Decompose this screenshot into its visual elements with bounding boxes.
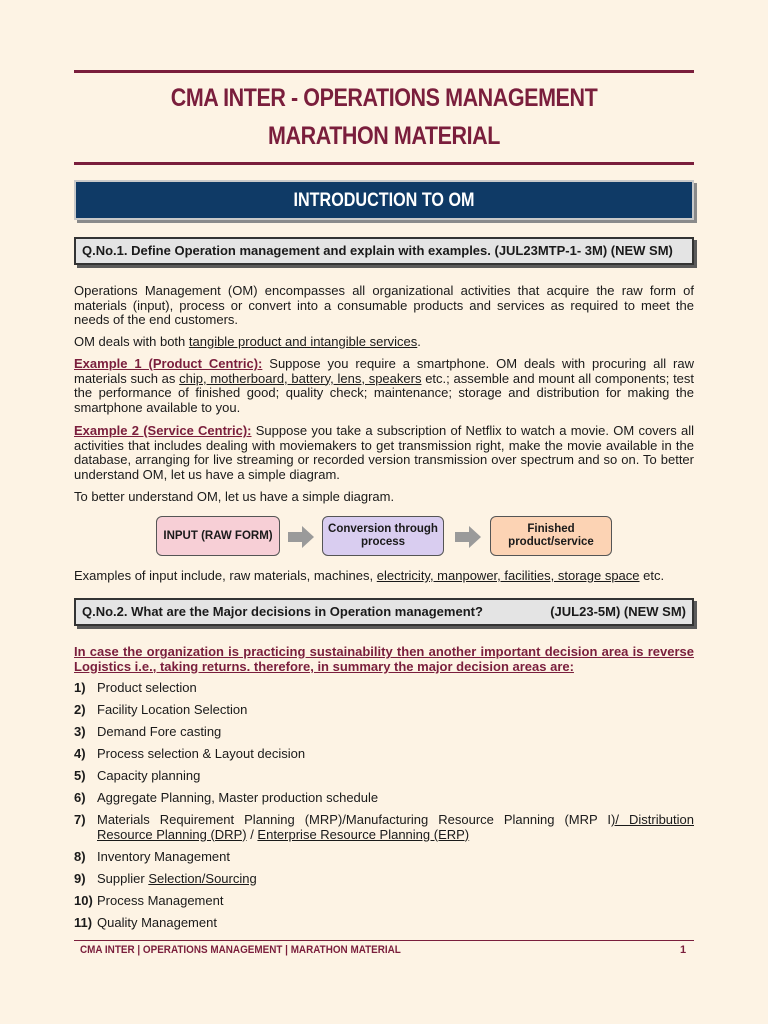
question-1-box xyxy=(74,237,694,265)
list-text xyxy=(74,872,694,887)
list-number: 1) xyxy=(74,680,86,695)
section-banner xyxy=(74,180,694,220)
examples-suffix: etc. xyxy=(639,568,665,583)
q1-example-1 xyxy=(74,357,694,415)
document-title-line2: MARATHON MATERIAL xyxy=(268,122,500,150)
title-bottom-rule xyxy=(74,162,694,165)
page-number: 1 xyxy=(680,944,687,956)
footer-rule xyxy=(74,940,694,941)
document-title-line1: CMA INTER - OPERATIONS MANAGEMENT xyxy=(170,84,598,112)
list-number: 9) xyxy=(74,871,86,886)
list-text: Aggregate Planning, Master production schedule xyxy=(97,790,379,805)
q1-paragraph-scope xyxy=(74,335,694,350)
diagram-output-box xyxy=(490,516,612,556)
list-text: Facility Location Selection xyxy=(97,702,248,717)
example-1-text-a: Suppose you require a smartphone. OM deals with procuring all raw materials such as xyxy=(74,356,694,386)
list-number: 2) xyxy=(74,702,86,717)
list-number: 3) xyxy=(74,724,86,739)
list-number: 6) xyxy=(74,790,86,805)
diagram-input-box xyxy=(156,516,280,556)
list-number: 10) xyxy=(74,893,93,908)
list-number: 5) xyxy=(74,768,86,783)
list-item xyxy=(74,894,694,909)
list-item xyxy=(74,747,694,762)
question-2-text: Q.No.2. What are the Major decisions in Operation management? xyxy=(82,604,483,619)
list-item xyxy=(74,872,694,887)
example-1-label: Example 1 (Product Centric): xyxy=(74,356,263,371)
examples-prefix: Examples of input include, raw materials, machines, xyxy=(74,568,377,583)
list-number: 11) xyxy=(74,915,93,930)
diagram-process-box xyxy=(322,516,444,556)
list-text-a: Materials Requirement Planning (MRP)/Manufacturing Resource Planning (MRP I xyxy=(97,812,612,827)
question-2-tag: (JUL23-5M) (NEW SM) xyxy=(550,604,686,619)
list-number: 8) xyxy=(74,849,86,864)
list-text-b: / xyxy=(246,826,258,842)
example-2-text: Suppose you take a subscription of Netflix to watch a movie. OM covers all activities that includes dealing with moviemakers to get transmission right, make the movie available in the database, arranging for live streaming or recorded version transmission over spectrum and so on. To better understand OM, let us have a simple diagram. xyxy=(74,423,694,482)
q1-diagram-intro: To better understand OM, let us have a simple diagram. xyxy=(74,489,395,504)
q1-paragraph-definition: Operations Management (OM) encompasses all organizational activities that acquire the raw form of materials (input), process or convert into a consumable products and services as required to meet the needs of the end customers. xyxy=(74,283,694,328)
list-text-underlined: Enterprise Resource Planning (ERP) xyxy=(257,826,470,842)
list-item xyxy=(74,769,694,784)
scope-underlined: tangible product and intangible services xyxy=(188,334,418,349)
example-1-underlined: chip, motherboard, battery, lens, speakers xyxy=(179,370,422,386)
list-text xyxy=(74,813,694,842)
diagram-process-line2: process xyxy=(360,536,406,548)
list-item xyxy=(74,791,694,806)
list-text-a: Supplier xyxy=(97,871,149,886)
question-2-box xyxy=(74,598,694,626)
q1-example-2 xyxy=(74,424,694,482)
example-1-text-b: etc.; assemble and mount all components; test the performance of finished good; quality check; maintenance; storage and distribution for making the smartphone available to you. xyxy=(74,370,695,415)
examples-underlined: electricity, manpower, facilities, storage space xyxy=(376,568,640,583)
list-number: 7) xyxy=(74,812,86,827)
arrow-right-icon xyxy=(455,526,481,548)
arrow-right-icon xyxy=(288,526,314,548)
list-text: Process selection & Layout decision xyxy=(97,746,306,761)
q2-intro: In case the organization is practicing sustainability then another important decision area is reverse Logistics i.e., taking returns. therefore, in summary the major decision areas are: xyxy=(74,644,694,674)
list-item xyxy=(74,703,694,718)
diagram-output-line2: product/service xyxy=(508,536,594,548)
diagram-output-line1: Finished xyxy=(527,523,575,535)
diagram-process-line1: Conversion through xyxy=(328,523,438,535)
question-1-text: Q.No.1. Define Operation management and explain with examples. (JUL23MTP-1- 3M) (NEW SM) xyxy=(82,243,673,258)
top-rule xyxy=(74,70,694,73)
scope-suffix: . xyxy=(417,334,421,349)
list-item xyxy=(74,725,694,740)
list-text: Quality Management xyxy=(97,915,217,930)
list-text: Product selection xyxy=(97,680,197,695)
example-2-label: Example 2 (Service Centric): xyxy=(74,423,252,438)
list-text: Inventory Management xyxy=(97,849,230,864)
list-number: 4) xyxy=(74,746,86,761)
section-title: INTRODUCTION TO OM xyxy=(293,190,475,211)
footer-title: CMA INTER | OPERATIONS MANAGEMENT | MARATHON MATERIAL xyxy=(80,944,401,956)
list-item xyxy=(74,850,694,865)
list-item xyxy=(74,916,694,931)
list-text: Demand Fore casting xyxy=(97,724,222,739)
scope-prefix: OM deals with both xyxy=(74,334,189,349)
list-item xyxy=(74,681,694,696)
list-text: Process Management xyxy=(97,893,224,908)
diagram-input-label: INPUT (RAW FORM) xyxy=(163,529,273,542)
q1-examples-input xyxy=(74,569,694,584)
list-text-underlined: )/ Distribution Resource Planning (DRP) xyxy=(97,812,694,842)
list-text-underlined: Selection/Sourcing xyxy=(148,871,257,886)
list-text: Capacity planning xyxy=(97,768,201,783)
list-item xyxy=(74,813,694,842)
